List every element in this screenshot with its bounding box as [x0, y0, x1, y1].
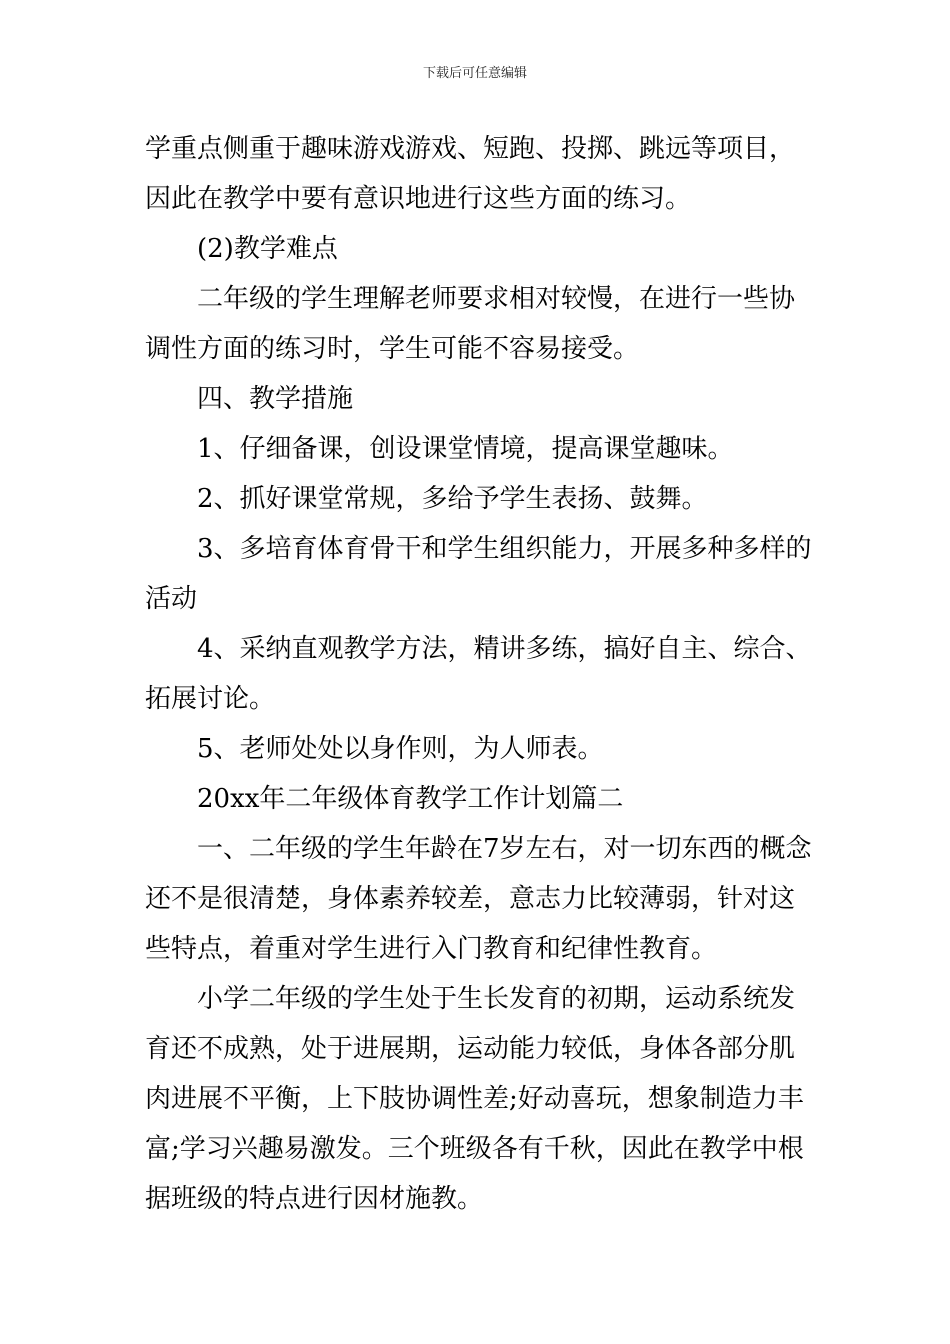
list-item: 3、多培育体育骨干和学生组织能力，开展多种多样的 — [197, 534, 812, 564]
text-line: 些特点，着重对学生进行入门教育和纪律性教育。 — [145, 934, 718, 964]
text-line: 小学二年级的学生处于生长发育的初期，运动系统发 — [197, 984, 796, 1014]
list-item: 5、老师处处以身作则，为人师表。 — [197, 734, 604, 764]
text-line: 调性方面的练习时，学生可能不容易接受。 — [145, 334, 640, 364]
text-line: 拓展讨论。 — [145, 684, 276, 714]
text-line: 一、二年级的学生年龄在7岁左右，对一切东西的概念 — [197, 834, 812, 864]
section-heading: 四、教学措施 — [197, 384, 354, 414]
list-item: 1、仔细备课，创设课堂情境，提高课堂趣味。 — [197, 434, 734, 464]
text-line: 活动 — [145, 584, 198, 614]
text-line: 还不是很清楚，身体素养较差，意志力比较薄弱，针对这 — [145, 884, 796, 914]
text-line: 二年级的学生理解老师要求相对较慢，在进行一些协 — [197, 284, 796, 314]
page-header: 下载后可任意编辑 — [422, 66, 527, 81]
text-line: 肉进展不平衡，上下肢协调性差;好动喜玩，想象制造力丰 — [145, 1084, 804, 1114]
text-line: 富;学习兴趣易激发。三个班级各有千秋，因此在教学中根 — [145, 1134, 804, 1164]
text-line: 学重点侧重于趣味游戏游戏、短跑、投掷、跳远等项目， — [145, 134, 796, 164]
text-line: 因此在教学中要有意识地进行这些方面的练习。 — [145, 184, 692, 214]
document-body — [145, 124, 812, 1224]
text-line: 据班级的特点进行因材施教。 — [145, 1184, 484, 1214]
list-item: 2、抓好课堂常规，多给予学生表扬、鼓舞。 — [197, 484, 708, 514]
section-heading: (2)教学难点 — [197, 234, 338, 264]
text-line: 育还不成熟，处于进展期，运动能力较低，身体各部分肌 — [145, 1034, 796, 1064]
list-item: 4、采纳直观教学方法，精讲多练，搞好自主、综合、 — [197, 634, 812, 664]
section-title: 20xx年二年级体育教学工作计划篇二 — [197, 784, 624, 814]
